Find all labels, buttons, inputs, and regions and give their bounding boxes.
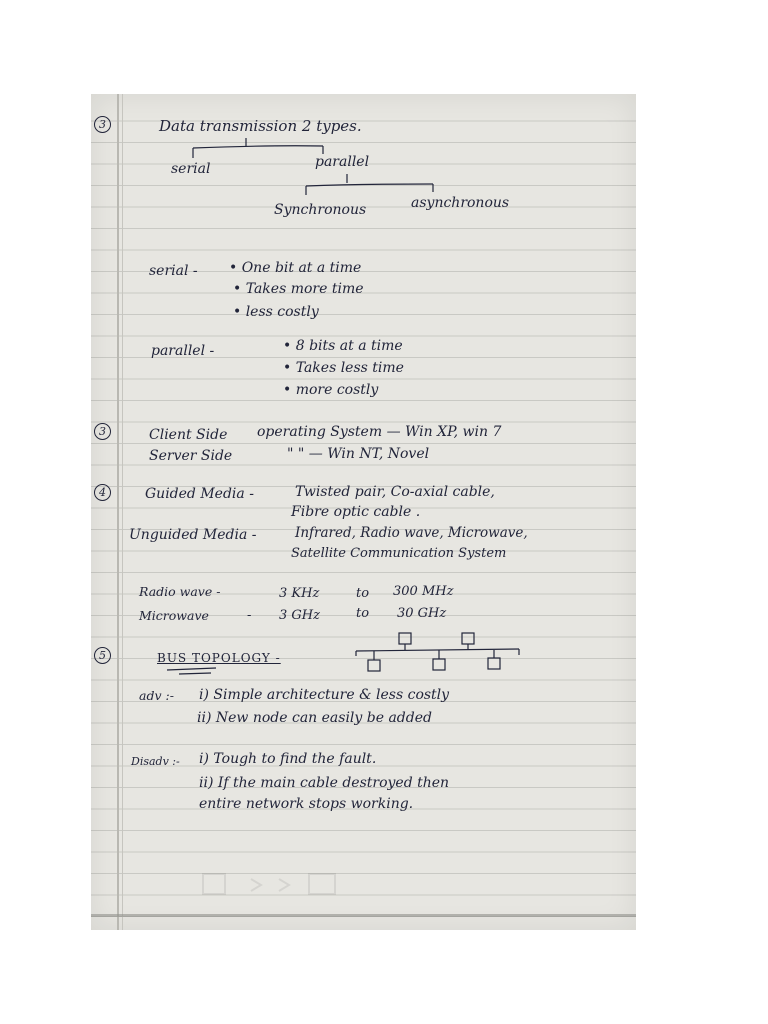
serial-point-1: • One bit at a time bbox=[229, 260, 362, 276]
parallel-point-2: • Takes less time bbox=[283, 360, 404, 376]
radio-wave-from: 3 KHz bbox=[279, 586, 320, 601]
client-side-text: operating System — Win XP, win 7 bbox=[257, 424, 502, 440]
tree-asynchronous: asynchronous bbox=[411, 195, 510, 211]
parallel-point-1: • 8 bits at a time bbox=[283, 338, 403, 354]
heading-data-transmission: Data transmission 2 types. bbox=[159, 117, 362, 135]
faint-bleedthrough-mark bbox=[201, 871, 361, 899]
tree-synchronous: Synchronous bbox=[274, 202, 367, 218]
guided-media-label: Guided Media - bbox=[145, 486, 254, 502]
parallel-point-3: • more costly bbox=[283, 382, 379, 398]
radio-wave-to: 300 MHz bbox=[393, 584, 454, 599]
radio-wave-label: Radio wave - bbox=[139, 584, 221, 599]
unguided-media-text-1: Infrared, Radio wave, Microwave, bbox=[295, 525, 528, 541]
serial-point-2: • Takes more time bbox=[233, 281, 364, 297]
advantage-2: ii) New node can easily be added bbox=[197, 710, 432, 726]
unguided-media-text-2: Satellite Communication System bbox=[291, 546, 507, 561]
guided-media-text-2: Fibre optic cable . bbox=[291, 504, 421, 520]
advantage-1: i) Simple architecture & less costly bbox=[199, 687, 450, 703]
serial-label: serial - bbox=[149, 263, 198, 279]
parallel-label: parallel - bbox=[151, 343, 215, 359]
tree-parallel: parallel bbox=[315, 154, 370, 170]
notebook-page bbox=[91, 94, 636, 930]
serial-point-3: • less costly bbox=[233, 304, 319, 320]
guided-media-text-1: Twisted pair, Co-axial cable, bbox=[295, 484, 495, 500]
bus-topology-title: BUS TOPOLOGY - bbox=[157, 651, 281, 665]
server-side-label: Server Side bbox=[149, 448, 233, 464]
disadvantage-2: ii) If the main cable destroyed then bbox=[199, 775, 450, 791]
section-number-3: 3 bbox=[94, 116, 111, 133]
page-bottom-edge bbox=[91, 914, 636, 917]
section-number-client-server: 3 bbox=[94, 423, 111, 440]
microwave-label: Microwave bbox=[139, 608, 209, 623]
disadvantages-label: Disadv :- bbox=[131, 755, 180, 768]
microwave-dash: - bbox=[247, 608, 252, 623]
unguided-media-label: Unguided Media - bbox=[129, 527, 257, 543]
microwave-to-word: to bbox=[356, 606, 370, 621]
client-side-label: Client Side bbox=[149, 427, 228, 443]
disadvantage-1: i) Tough to find the fault. bbox=[199, 751, 377, 767]
advantages-label: adv :- bbox=[139, 688, 174, 703]
disadvantage-3: entire network stops working. bbox=[199, 796, 414, 812]
server-side-text: " " — Win NT, Novel bbox=[287, 446, 430, 462]
microwave-from: 3 GHz bbox=[279, 608, 320, 623]
radio-wave-to-word: to bbox=[356, 586, 370, 601]
section-number-4: 4 bbox=[94, 484, 111, 501]
tree-serial: serial bbox=[171, 161, 211, 177]
microwave-to: 30 GHz bbox=[397, 606, 447, 621]
section-number-5: 5 bbox=[94, 647, 111, 664]
